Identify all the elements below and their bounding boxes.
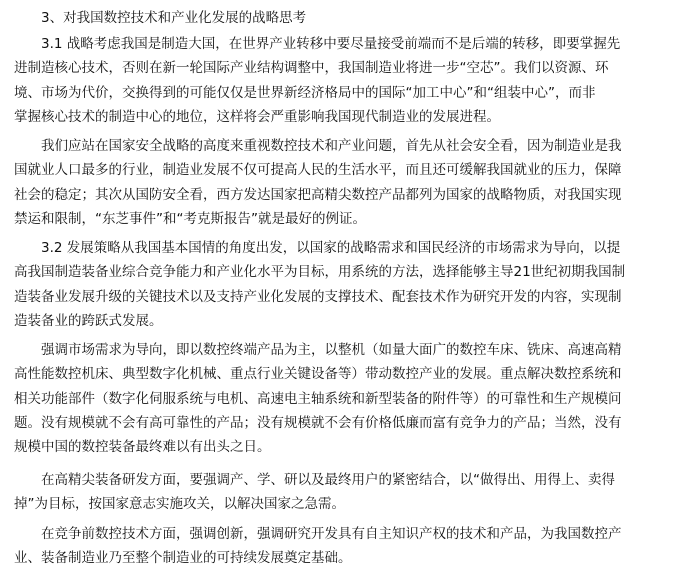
paragraph-line: 进制造核心技术，否则在新一轮国际产业结构调整中，我国制造业将进一步“空芯”。我们以资源、环	[14, 60, 609, 77]
paragraph-line: 造装备业发展升级的关键技术以及支持产业化发展的支撑技术、配套技术作为研究开发的内容，实现制	[14, 288, 622, 305]
paragraph-line: 社会的稳定；其次从国防安全看，西方发达国家把高精尖数控产品都列为国家的战略物质，对我国实现	[14, 186, 622, 203]
paragraph-pre-competitive	[14, 522, 674, 571]
paragraph-national-security	[14, 134, 674, 231]
paragraph-line: 业、装备制造业乃至整个制造业的可持续发展奠定基础。	[14, 550, 352, 567]
paragraph-line: 国就业人口最多的行业，制造业发展不仅可提高人民的生活水平，而且还可缓解我国就业的压力，保障	[14, 162, 622, 179]
section-heading: 3、对我国数控技术和产业化发展的战略思考	[41, 10, 307, 26]
paragraph-line: 高性能数控机床、典型数字化机械、重点行业关键设备等）带动数控产业的发展。重点解决数控系统和	[14, 366, 622, 383]
paragraph-line: 掉”为目标，按国家意志实施攻关，以解决国家之急需。	[14, 496, 345, 513]
paragraph-line: 高我国制造装备业综合竞争能力和产业化水平为目标，用系统的方法，选择能够主导21世纪初期我国制	[14, 264, 626, 281]
paragraph-line: 3.1 战略考虑我国是制造大国，在世界产业转移中要尽量接受前端而不是后端的转移，即要掌握先	[41, 36, 621, 52]
paragraph-line: 题。没有规模就不会有高可靠性的产品；没有规模就不会有价格低廉而富有竞争力的产品；当然，没有	[14, 414, 622, 431]
paragraph-line: 在高精尖装备研发方面，要强调产、学、研以及最终用户的紧密结合，以“做得出、用得上、卖得	[41, 472, 615, 488]
paragraph-3-2	[14, 236, 674, 333]
paragraph-line: 造装备业的跨跃式发展。	[14, 312, 163, 329]
paragraph-line: 境、市场为代价，交换得到的可能仅仅是世界新经济格局中的国际“加工中心”和“组装中心”，而非	[14, 84, 596, 101]
paragraph-line: 掌握核心技术的制造中心的地位，这样将会严重影响我国现代制造业的发展进程。	[14, 108, 500, 125]
paragraph-high-end-rnd	[14, 468, 674, 517]
paragraph-line: 3.2 发展策略从我国基本国情的角度出发，以国家的战略需求和国民经济的市场需求为导向，以提	[41, 240, 621, 256]
paragraph-market-demand	[14, 338, 674, 459]
paragraph-line: 我们应站在国家安全战略的高度来重视数控技术和产业问题，首先从社会安全看，因为制造业是我	[41, 138, 622, 154]
paragraph-line: 在竞争前数控技术方面，强调创新，强调研究开发具有自主知识产权的技术和产品，为我国数控产	[41, 526, 622, 542]
paragraph-line: 相关功能部件（数字化伺服系统与电机、高速电主轴系统和新型装备的附件等）的可靠性和生产规模问	[14, 390, 622, 407]
paragraph-line: 规模中国的数控装备最终难以有出头之日。	[14, 439, 271, 456]
paragraph-line: 禁运和限制，“东芝事件”和“考克斯报告”就是最好的例证。	[14, 210, 366, 227]
paragraph-3-1	[14, 32, 674, 129]
paragraph-line: 强调市场需求为导向，即以数控终端产品为主，以整机（如量大面广的数控车床、铣床、高速高精	[41, 342, 622, 358]
